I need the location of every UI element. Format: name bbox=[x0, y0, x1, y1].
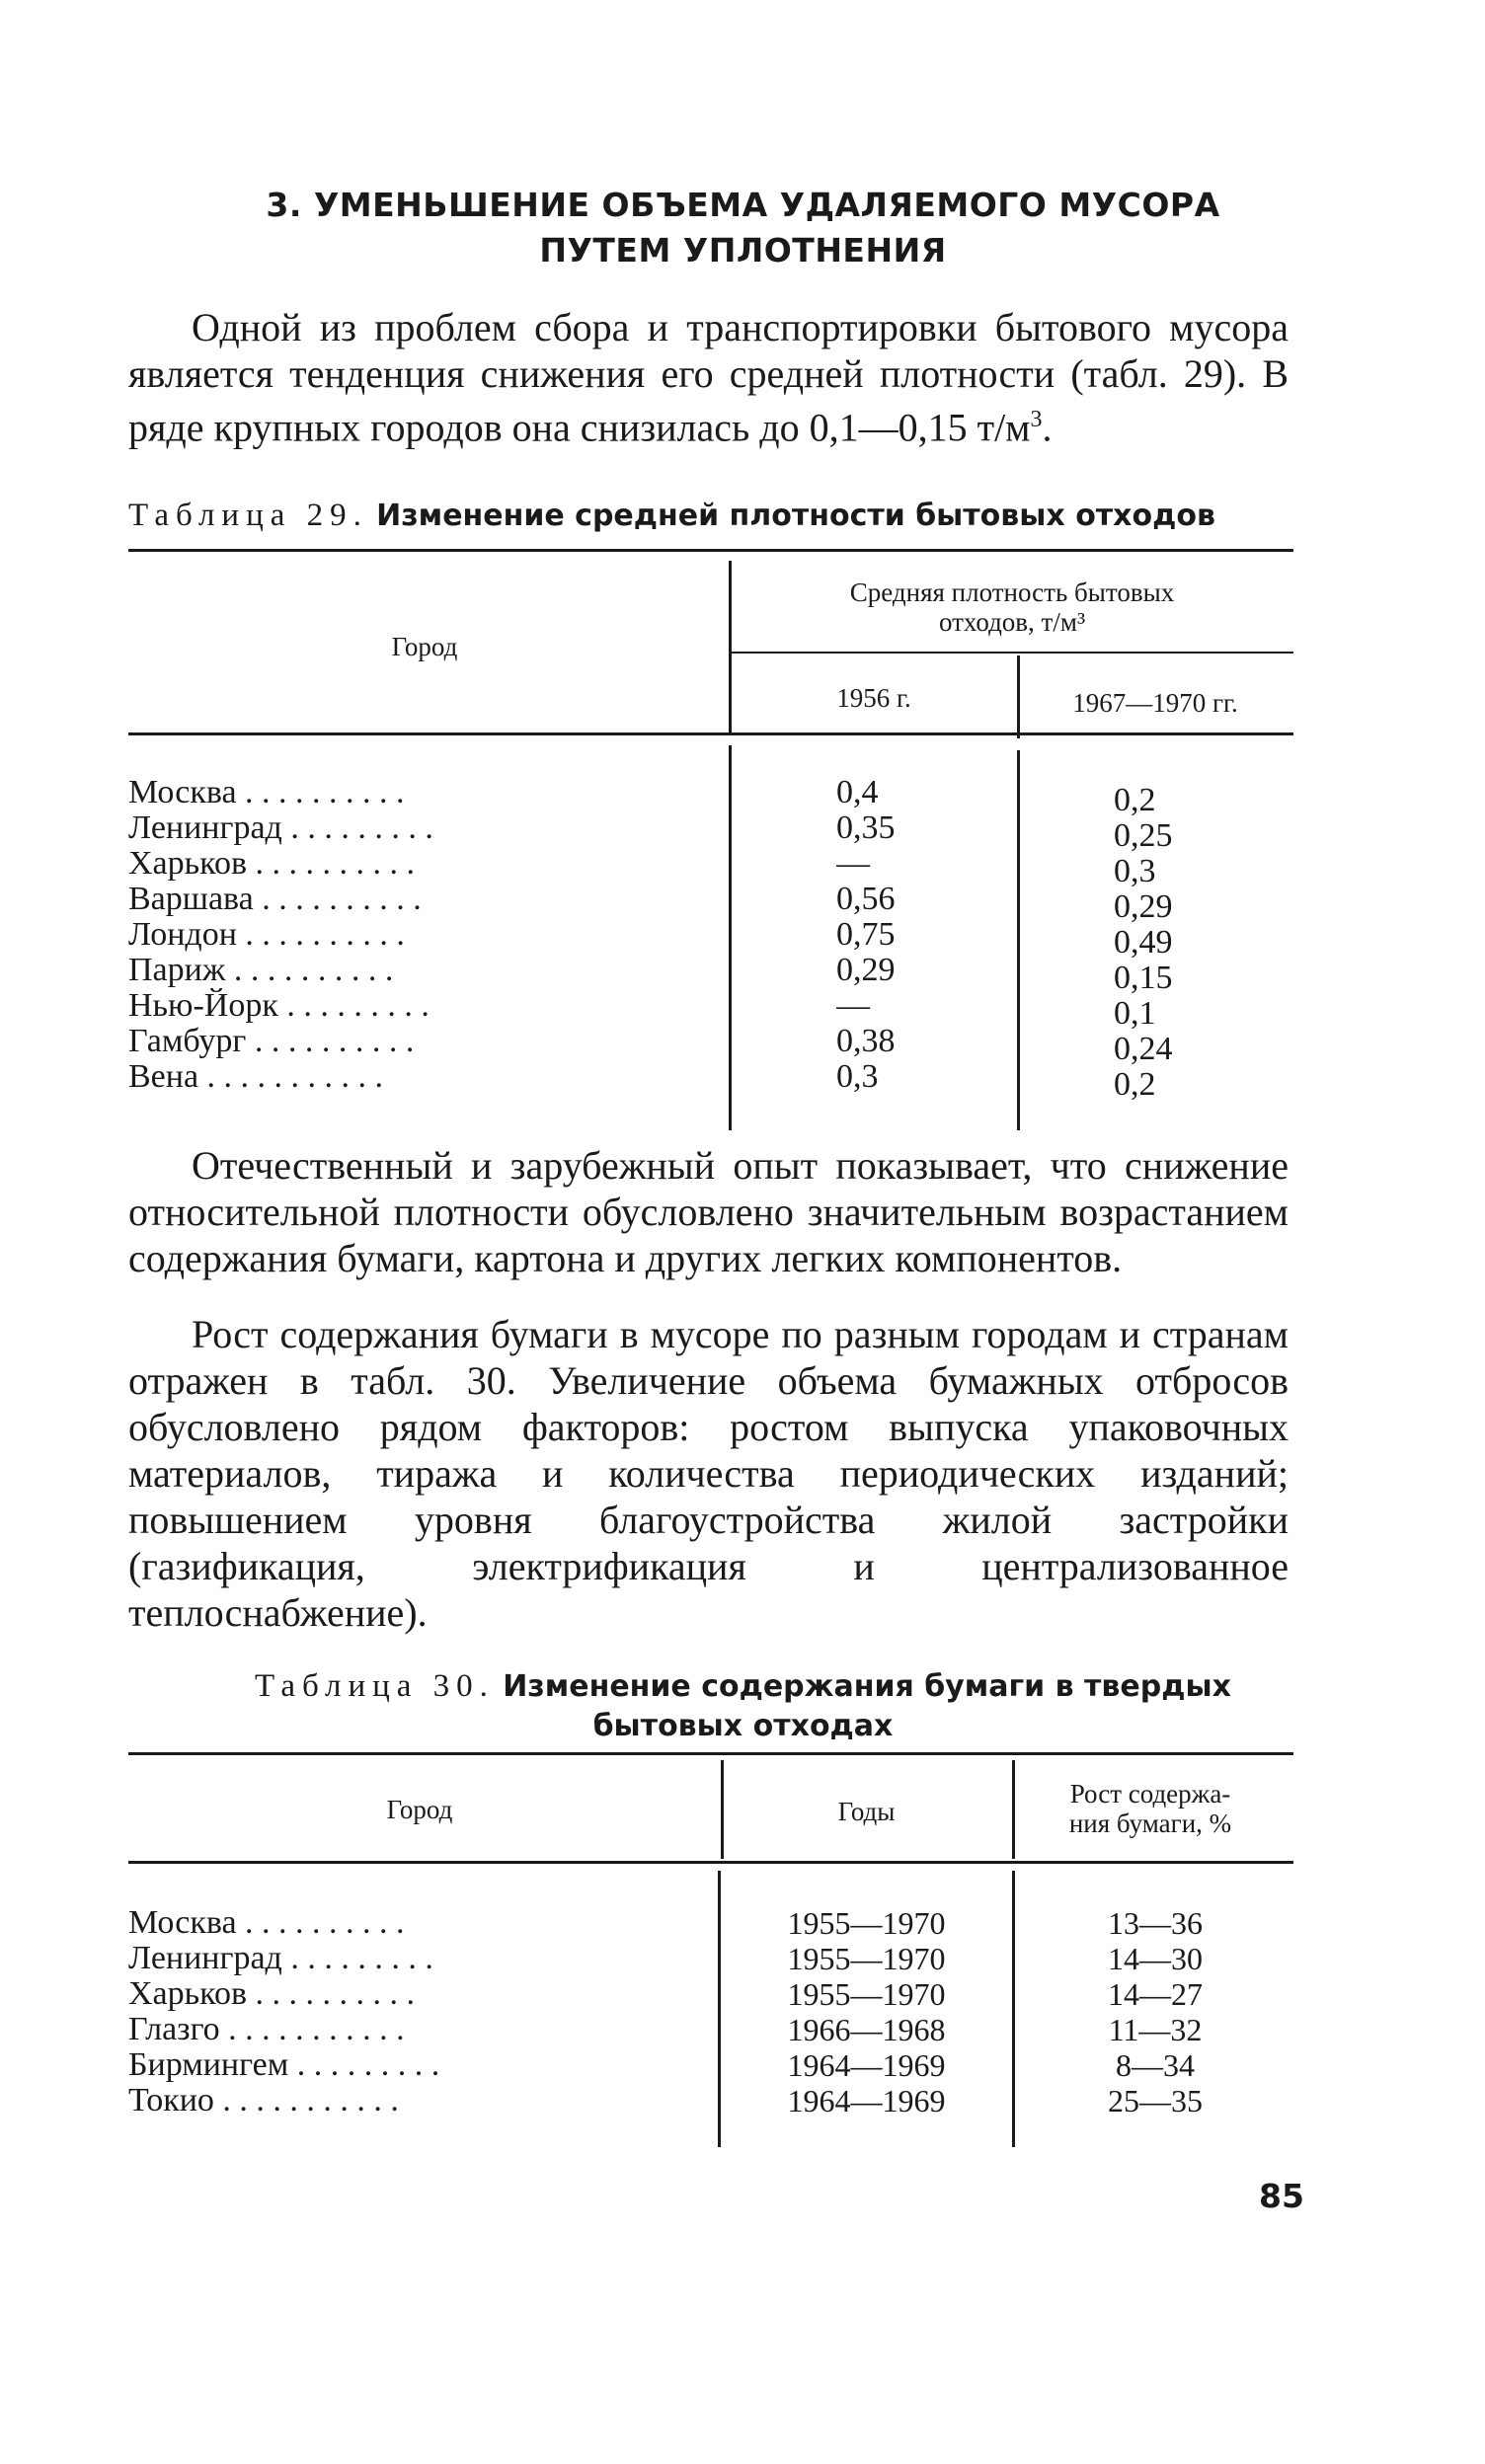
table29-header-density-line1: Средняя плотность бытовых bbox=[849, 578, 1175, 607]
table-row: Харьков . . . . . . . . . . bbox=[128, 1976, 415, 2012]
table-cell: 0,49 bbox=[1114, 925, 1173, 961]
table30-header-rule bbox=[128, 1861, 1293, 1864]
table-row: Глазго . . . . . . . . . . . bbox=[128, 2012, 405, 2047]
table-row: Токио . . . . . . . . . . . bbox=[128, 2083, 399, 2118]
paragraph-1 bbox=[128, 304, 1289, 450]
table30-label: Таблица 30. bbox=[255, 1668, 495, 1704]
table-cell: 14—30 bbox=[1108, 1941, 1203, 1976]
table-row: Лондон . . . . . . . . . . bbox=[128, 917, 405, 953]
table-row: Бирмингем . . . . . . . . . bbox=[128, 2047, 440, 2083]
table-cell: 0,2 bbox=[1114, 783, 1156, 818]
table-cell: 0,4 bbox=[836, 775, 879, 810]
table29-city-column bbox=[128, 775, 711, 1095]
table29-subheader-rule bbox=[731, 652, 1293, 654]
table30-years-column bbox=[726, 1905, 1007, 2118]
table30-top-rule bbox=[128, 1752, 1293, 1755]
table-cell: 1955—1970 bbox=[787, 1941, 946, 1976]
table-cell: 0,56 bbox=[836, 882, 896, 917]
table29-1956-column bbox=[836, 775, 1004, 1095]
table29-header-rule bbox=[128, 732, 1293, 735]
table-cell: 1964—1969 bbox=[787, 2083, 946, 2118]
table30-header-city: Город bbox=[386, 1795, 453, 1824]
table29-col-divider bbox=[729, 561, 732, 733]
table29-body-divider-1 bbox=[729, 745, 732, 1130]
table-cell: 11—32 bbox=[1108, 2012, 1203, 2047]
table-row: Париж . . . . . . . . . . bbox=[128, 953, 394, 988]
table-cell: 0,75 bbox=[836, 917, 896, 953]
table-cell: 0,24 bbox=[1114, 1032, 1173, 1067]
table-cell: 0,3 bbox=[836, 1059, 879, 1095]
table30-body-divider-1 bbox=[718, 1871, 721, 2147]
paragraph-1-superscript: 3 bbox=[1030, 407, 1043, 432]
table-cell: 8—34 bbox=[1116, 2047, 1195, 2083]
table-cell: 0,15 bbox=[1114, 961, 1173, 996]
table-row: Варшава . . . . . . . . . . bbox=[128, 882, 422, 917]
table-row: Вена . . . . . . . . . . . bbox=[128, 1059, 384, 1095]
table30-header-growth bbox=[1017, 1779, 1284, 1838]
table29-header-density bbox=[736, 578, 1289, 637]
table-cell: 1964—1969 bbox=[787, 2047, 946, 2083]
table29-label: Таблица 29. bbox=[128, 498, 368, 533]
table30-growth-column bbox=[1022, 1905, 1289, 2118]
table29-header-1956: 1956 г. bbox=[836, 683, 911, 713]
table-row: Гамбург . . . . . . . . . . bbox=[128, 1024, 415, 1059]
table-cell: 1966—1968 bbox=[787, 2012, 946, 2047]
table29-header-1967: 1967—1970 гг. bbox=[1072, 688, 1238, 718]
table-row: Нью-Йорк . . . . . . . . . bbox=[128, 988, 430, 1024]
table29-1967-column bbox=[1114, 783, 1282, 1103]
table29-title: Изменение средней плотности бытовых отходов bbox=[376, 499, 1215, 533]
table-cell: 0,2 bbox=[1114, 1067, 1156, 1103]
table29-header-density-line2: отходов, т/м³ bbox=[938, 607, 1086, 637]
table-cell: 0,1 bbox=[1114, 996, 1156, 1032]
table-cell: 1955—1970 bbox=[787, 1905, 946, 1941]
table30-caption bbox=[128, 1666, 1358, 1746]
table30-col-divider-1 bbox=[721, 1760, 724, 1859]
table29-caption bbox=[128, 496, 1358, 536]
table-cell: 0,25 bbox=[1114, 818, 1173, 854]
table-cell: — bbox=[836, 988, 870, 1024]
table-row: Москва . . . . . . . . . . bbox=[128, 775, 405, 810]
table30-title-line1: Изменение содержания бумаги в твердых bbox=[503, 1669, 1231, 1704]
table30-header-growth-line2: ния бумаги, % bbox=[1068, 1809, 1232, 1838]
table-cell: 0,29 bbox=[1114, 889, 1173, 925]
section-title-line2: ПУТЕМ УПЛОТНЕНИЯ bbox=[539, 231, 947, 270]
table-cell: — bbox=[836, 846, 870, 882]
page-number: 85 bbox=[1259, 2177, 1304, 2215]
table-row: Ленинград . . . . . . . . . bbox=[128, 810, 433, 846]
paragraph-2: Отечественный и зарубежный опыт показывает, что снижение относительной плотности обусловлено значительным возрастанием содержания бумаги, картона и других легких компонентов. bbox=[128, 1143, 1289, 1280]
table29-top-rule bbox=[128, 549, 1293, 552]
section-title bbox=[128, 183, 1358, 273]
table30-col-divider-2 bbox=[1012, 1760, 1015, 1859]
table30-body-divider-2 bbox=[1012, 1871, 1015, 2147]
table-cell: 0,3 bbox=[1114, 854, 1156, 889]
table30-header-growth-line1: Рост содержа- bbox=[1069, 1779, 1231, 1809]
paragraph-3: Рост содержания бумаги в мусоре по разным городам и странам отражен в табл. 30. Увеличение объема бумажных отбросов обусловлено рядом факторов: ростом выпуска упаковочных материалов, тиража и количества периодических изданий; повышением уровня благоустройства жилой застройки (газификация, электрификация и централизованное теплоснабжение). bbox=[128, 1312, 1289, 1635]
table-cell: 25—35 bbox=[1108, 2083, 1203, 2118]
table29-body-divider-2 bbox=[1017, 750, 1020, 1130]
section-title-line1: 3. УМЕНЬШЕНИЕ ОБЪЕМА УДАЛЯЕМОГО МУСОРА bbox=[266, 186, 1220, 224]
table-cell: 0,29 bbox=[836, 953, 896, 988]
table30-header-years: Годы bbox=[837, 1797, 896, 1826]
table-cell: 0,35 bbox=[836, 810, 896, 846]
paragraph-1-text: Одной из проблем сбора и транспортировки бытового мусора является тенденция снижения его средней плотности (табл. 29). В ряде крупных городов она снизилась до 0,1—0,15 т/м bbox=[128, 305, 1289, 450]
table-cell: 13—36 bbox=[1108, 1905, 1203, 1941]
table-row: Москва . . . . . . . . . . bbox=[128, 1905, 405, 1941]
table-cell: 14—27 bbox=[1108, 1976, 1203, 2012]
table30-city-column bbox=[128, 1905, 711, 2118]
table-row: Ленинград . . . . . . . . . bbox=[128, 1941, 433, 1976]
table-cell: 0,38 bbox=[836, 1024, 896, 1059]
table29-header-city: Город bbox=[391, 632, 458, 661]
table29-year-divider bbox=[1017, 655, 1020, 738]
paragraph-1-end: . bbox=[1042, 405, 1053, 450]
table-row: Харьков . . . . . . . . . . bbox=[128, 846, 415, 882]
table-cell: 1955—1970 bbox=[787, 1976, 946, 2012]
table30-title-line2: бытовых отходах bbox=[592, 1709, 894, 1743]
